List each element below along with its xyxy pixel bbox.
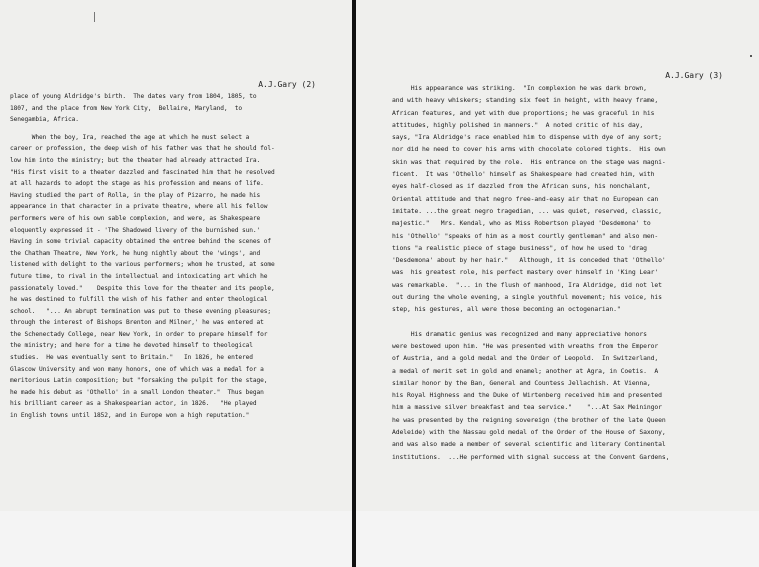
text-line: he was presented by the reigning sovereign (the brother of the late Queen	[392, 415, 666, 424]
text-line: nor did he need to cover his arms with chocolate colored tights. His own	[392, 145, 666, 154]
text-line: through the interest of Bishops Brenton and Milner,' he was entered at	[10, 319, 264, 327]
text-line: Glascow University and won many honors, one of which was a medal for a	[10, 365, 264, 373]
text-line: appearance in that character in a private theatre, where all his fellow	[10, 203, 268, 211]
text-line: eyes half-closed as if dazzled from the African suns, his nonchalant,	[392, 182, 651, 191]
right-page	[356, 0, 759, 567]
text-line: he was destined to fulfill the wish of his father and enter theological	[10, 296, 268, 304]
text-line: Adeleide) with the Nassau gold medal of the Order of the House of Saxony,	[392, 428, 666, 437]
text-line: at all hazards to adopt the stage as his profession and means of life.	[10, 180, 264, 188]
text-line: was his greatest role, his perfect mastery over himself in 'King Lear'	[392, 268, 659, 277]
text-line: Oriental attitude and that negro free-and-easy air that no European can	[392, 194, 659, 203]
text-line: a medal of merit set in gold and enamel; another at Agra, in Coetis. A	[392, 366, 659, 375]
text-line: tions "a realistic piece of stage business", of how he used to 'drag	[392, 243, 647, 252]
text-line: eloquently expressed it - 'The Shadowed livery of the burnished sun.'	[10, 226, 261, 234]
text-line: attitudes, highly polished in manners." A noted critic of his day,	[392, 120, 644, 129]
text-line: listened with delight to the various performers; whom he trusted, at some	[10, 261, 275, 269]
text-line: says, "Ira Aldridge's race enabled him to dispense with dye of any sort;	[392, 133, 662, 142]
text-line: he made his debut as 'Othello' in a small London theater." Thus began	[10, 388, 264, 396]
text-line: and was also made a member of several scientific and literary Continental	[392, 440, 666, 449]
text-line: "His first visit to a theater dazzled and fascinated him that he resolved	[10, 168, 275, 176]
text-line: imitate. ...the great negro tragedian, ... was quiet, reserved, classic,	[392, 206, 662, 215]
text-line: low him into the ministry; but the theater had already attracted Ira.	[10, 156, 261, 164]
text-line: Having in some trivial capacity obtained the entree behind the scenes of	[10, 238, 272, 246]
page-header-right: A.J.Gary (3)	[665, 71, 723, 80]
text-line: similar honor by the Ban, General and Countess Jellachish. At Vienna,	[392, 378, 651, 387]
text-line: His appearance was striking. "In complexion he was dark brown,	[392, 84, 647, 92]
text-line: His dramatic genius was recognized and many appreciative honors	[392, 329, 647, 338]
text-line: studies. He was eventually sent to Britain." In 1826, he entered	[10, 354, 253, 362]
text-line: his Royal Highness and the Duke of Wirtenberg received him and presented	[392, 391, 662, 400]
page-bottom-margin	[0, 511, 352, 567]
text-line: Senegambia, Africa.	[10, 116, 79, 124]
text-line: his brilliant career as a Shakespearian actor, in 1826. "He played	[10, 400, 257, 408]
text-line: Having studied the part of Rolla, in the play of Pizarro, he made his	[10, 191, 261, 199]
text-line: majestic." Mrs. Kendal, who as Miss Robertson played 'Desdemona' to	[392, 219, 651, 228]
text-line: the ministry; and here for a time he devoted himself to theological	[10, 342, 253, 350]
text-line: ficent. It was 'Othello' himself as Shakespeare had created him, with	[392, 170, 655, 179]
left-paragraph-2	[10, 132, 346, 422]
text-line: 'Desdemona' about by her hair." Although, it is conceded that 'Othello'	[392, 256, 666, 265]
text-line: passionately loved." Despite this love for the theater and its people,	[10, 284, 275, 292]
text-line: in English towns until 1852, and in Europe won a high reputation."	[10, 412, 250, 420]
right-paragraph-1	[392, 82, 751, 316]
scan-dot	[750, 55, 752, 57]
text-line: were bestowed upon him. "He was presented with wreaths from the Emperor	[392, 341, 659, 350]
text-line: him a massive silver breakfast and tea service." "...At Sax Meiningor	[392, 403, 662, 412]
text-line: the Chatham Theatre, New York, he hung nightly about the 'wings', and	[10, 249, 261, 257]
text-line: place of young Aldridge's birth. The dates vary from 1804, 1805, to	[10, 93, 257, 100]
scan-mark	[94, 12, 95, 22]
text-line: was remarkable. "... in the flush of manhood, Ira Aldridge, did not let	[392, 280, 662, 289]
right-paragraph-2	[392, 328, 751, 463]
text-line: career or profession, the deep wish of his father was that he should fol-	[10, 145, 275, 153]
text-line: performers were of his own sable complexion, and were, as Shakespeare	[10, 214, 261, 222]
page-header-left: A.J.Gary (2)	[258, 80, 316, 89]
text-line: 1807, and the place from New York City, Bellaire, Maryland, to	[10, 104, 243, 112]
text-line: the Schenectady College, near New York, in order to prepare himself for	[10, 330, 268, 338]
text-line: future time, to rival in the intellectual and intoxicating art which he	[10, 272, 268, 280]
text-line: out during the whole evening, a single youthful movement; his voice, his	[392, 293, 662, 302]
text-line: skin was that required by the role. His entrance on the stage was magni-	[392, 157, 666, 166]
text-line: When the boy, Ira, reached the age at which he must select a	[10, 133, 250, 141]
text-line: and with heavy whiskers; standing six feet in height, with heavy frame,	[392, 96, 659, 105]
text-line: institutions. ...He performed with signal success at the Convent Gardens,	[392, 452, 670, 461]
text-line: school. "... An abrupt termination was put to these evening pleasures;	[10, 307, 272, 315]
text-line: of Austria, and a gold medal and the Order of Leopold. In Switzerland,	[392, 354, 659, 363]
page-bottom-margin	[356, 511, 759, 567]
text-line: step, his gestures, all were those becoming an octogenarian."	[392, 305, 621, 314]
left-page	[0, 0, 352, 567]
text-line: African features, and yet with due proportions; he was graceful in his	[392, 108, 655, 117]
text-line: meritorious Latin composition; but "forsaking the pulpit for the stage,	[10, 377, 268, 385]
left-paragraph-1	[10, 91, 346, 126]
text-line: his 'Othello' "speaks of him as a most courtly gentleman" and also men-	[392, 231, 659, 240]
